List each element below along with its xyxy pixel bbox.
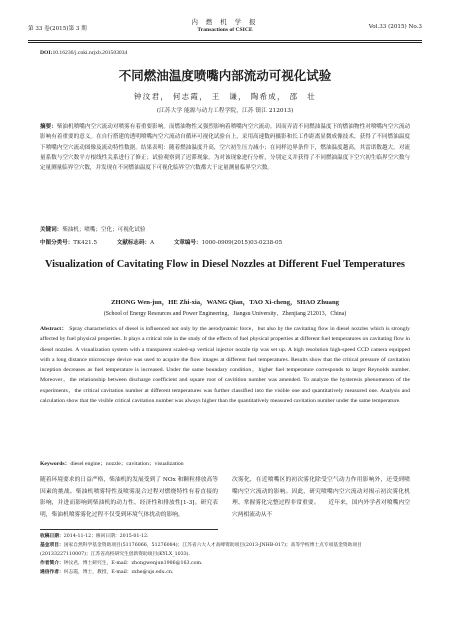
affiliation-en: (School of Energy Resources and Power Engineering，Jiangsu University，Zhenjiang 212013，China) [103, 311, 347, 317]
authors-en: ZHONG Wen-jun，HE Zhi-xia，WANG Qian，TAO Xi-cheng，SHAO Zhuang [111, 299, 339, 306]
footnote-received [40, 532, 410, 541]
doi-value[interactable]: 10.16236/j.cnki.nrjxb.201503034 [52, 50, 128, 56]
abstract-en-label: Abstract： [40, 326, 68, 332]
clc-value: TK421.5 [73, 240, 98, 246]
code-label: 文献标志码： [116, 240, 151, 246]
keywords-en-text: diesel engine；nozzle；cavitation；visualization [70, 461, 184, 467]
authors-cn: 钟汶君， 何志霞， 王 谦， 陶希成， 邵 壮 [133, 92, 317, 101]
footnotes [40, 532, 410, 577]
footnote-text: 何志霞，博士，教授，E-mail：zxhe@ujs.edu.cn. [63, 570, 174, 576]
abstract-en [40, 324, 410, 406]
journal-name [28, 17, 422, 33]
running-header [28, 14, 422, 40]
footnote-funding [40, 541, 410, 559]
article-label: 文章编号： [173, 240, 202, 246]
keywords-cn-text: 柴油机；喷嘴；空化；可视化试验 [62, 227, 146, 233]
footnote-label: 收稿日期： [40, 534, 64, 539]
footnote-label: 基金项目： [40, 543, 64, 549]
classification-row [40, 238, 410, 246]
title-en: Visualization of Cavitating Flow in Diesel Nozzles at Different Fuel Temperatures [45, 259, 405, 270]
abstract-cn [40, 122, 410, 173]
abstract-cn-label: 摘要： [40, 124, 57, 130]
footnote-rule [40, 529, 218, 530]
abstract-en-text: Spray characteristics of diesel is influenced not only by the aerodynamic force，but also by the cavitating flow in diesel nozzles which is strongly affected by fuel physical properties. It plays a critical role in the study of the effects of fuel physical properties at different fuel temperatures on cavitating flow in diesel nozzles. A visualization system with a transparent scaled-up vertical injector nozzle tip was set up. A high resolution high-speed CCD camera equipped with a long distance microscope device was used to acquire the flow images at different fuel temperatures. Results show that the critical pressure of cavitation inception decreases as fuel temperature is increased. Under the same boundary condition，higher fuel temperature corresponds to larger Reynolds number. Moreover，the relationship between discharge coefficient and square root of cavitition number was amended. To analyze the hysteresis phenomenon of the experiments，the critical cavitation number at different temperatures was further classified into the visible one and quantitatively measured one. Analysis and calculation show that the visible critical cavitation number was always higher than the quantitatively measured cavitation number under the same temperature. [40, 326, 411, 404]
doi-label: DOI: [40, 50, 53, 56]
journal-name-cn: 内 燃 机 学 报 [191, 18, 259, 26]
keywords-cn [40, 225, 410, 233]
code-value: A [150, 240, 155, 246]
footnote-corresponding [40, 568, 410, 577]
footnote-label: 作者简介： [40, 561, 64, 567]
journal-name-en: Transactions of CSICE [197, 27, 253, 33]
clc-label: 中图分类号： [40, 240, 74, 246]
article-value: 1000-0909(2015)03-0238-05 [201, 240, 283, 246]
keywords-en [40, 458, 410, 467]
article-number [174, 238, 282, 246]
keywords-cn-label: 关键词： [40, 227, 63, 233]
body-column-right: 次雾化，在近喷嘴区的初次雾化除受空气动力作用影响外，还受到喷嘴内空穴流动的影响。因此，研究喷嘴内空穴流动对揭示初次雾化机理、掌握雾化完整过程非常重要。 近年来，国内外学者对喷嘴内空穴两相流动从不 [232, 477, 410, 518]
doi-line [40, 50, 127, 56]
volume-issue-cn: 第 33 卷(2015)第 3 期 [28, 26, 87, 32]
document-code [117, 238, 154, 246]
footnote-author [40, 559, 410, 568]
header-rule [28, 40, 422, 41]
footnote-text: 国家自然科学基金资助项目(51176066，51276084)；江苏省六大人才高峰资助项目(2013-JNHB-017)；高等学校博士点专项基金资助项目(20133227110007)；江苏省高校研究生创新资助项目(KYLX_1033). [40, 543, 362, 558]
keywords-en-label: Keywords： [40, 461, 71, 467]
abstract-cn-text: 柴油机喷嘴内空穴流动对喷雾有着重要影响。而燃油物性又强烈影响着喷嘴内空穴流动。因而弄清不同燃油温度下的燃油物性对喷嘴内空穴流动影响有着重要的意义。在自行搭建的透明喷嘴内空穴流动自循环可视化试验台上，采用高速数码摄影和长工作距离显微成像技术，获得了不同燃油温度下喷嘴内空穴流动图像及流动特性数据。结果表明：随着燃油温度升高，空穴初生压力减小；在同样边界条件下，燃油温度越高，其雷诺数越大。对流量系数与空穴数平方根线性关系进行了修正；试验观察到了迟滞现象。为对该现象进行分析，分别定义并获得了不同燃油温度下空穴初生临界空穴数与定量测量临界空穴数，并发现在不同燃油温度下可视化临界空穴数都大于定量测量临界空穴数。 [40, 124, 411, 172]
footnote-label: 通信作者： [40, 570, 64, 576]
volume-issue-en: Vol.33 (2015) No.3 [368, 24, 422, 30]
footnote-text: 2014-11-12；修回日期：2015-01-12. [63, 534, 149, 539]
title-cn: 不同燃油温度喷嘴内部流动可视化试验 [118, 68, 332, 83]
body-column-left: 随着环境要求的日益严格，柴油机的发展受到了 NOx 和颗粒排放高等因素的挑战。柴油机喷雾特性及喷雾混合过程对燃烧特性有着直接的影响，并进而影响到柴油机的动力性、经济性和排放性[1-3]。研究表明，柴油机喷雾雾化过程不仅受到环境气体扰动的影响， [40, 477, 218, 518]
header-rule-thin [28, 42, 422, 43]
clc-number [40, 238, 97, 246]
affiliation-cn: (江苏大学 能源与动力工程学院，江苏 镇江 212013) [156, 108, 294, 114]
footnote-text: 钟汶君，博士研究生，E-mail：zhongwenjun1986@163.com. [63, 561, 203, 567]
